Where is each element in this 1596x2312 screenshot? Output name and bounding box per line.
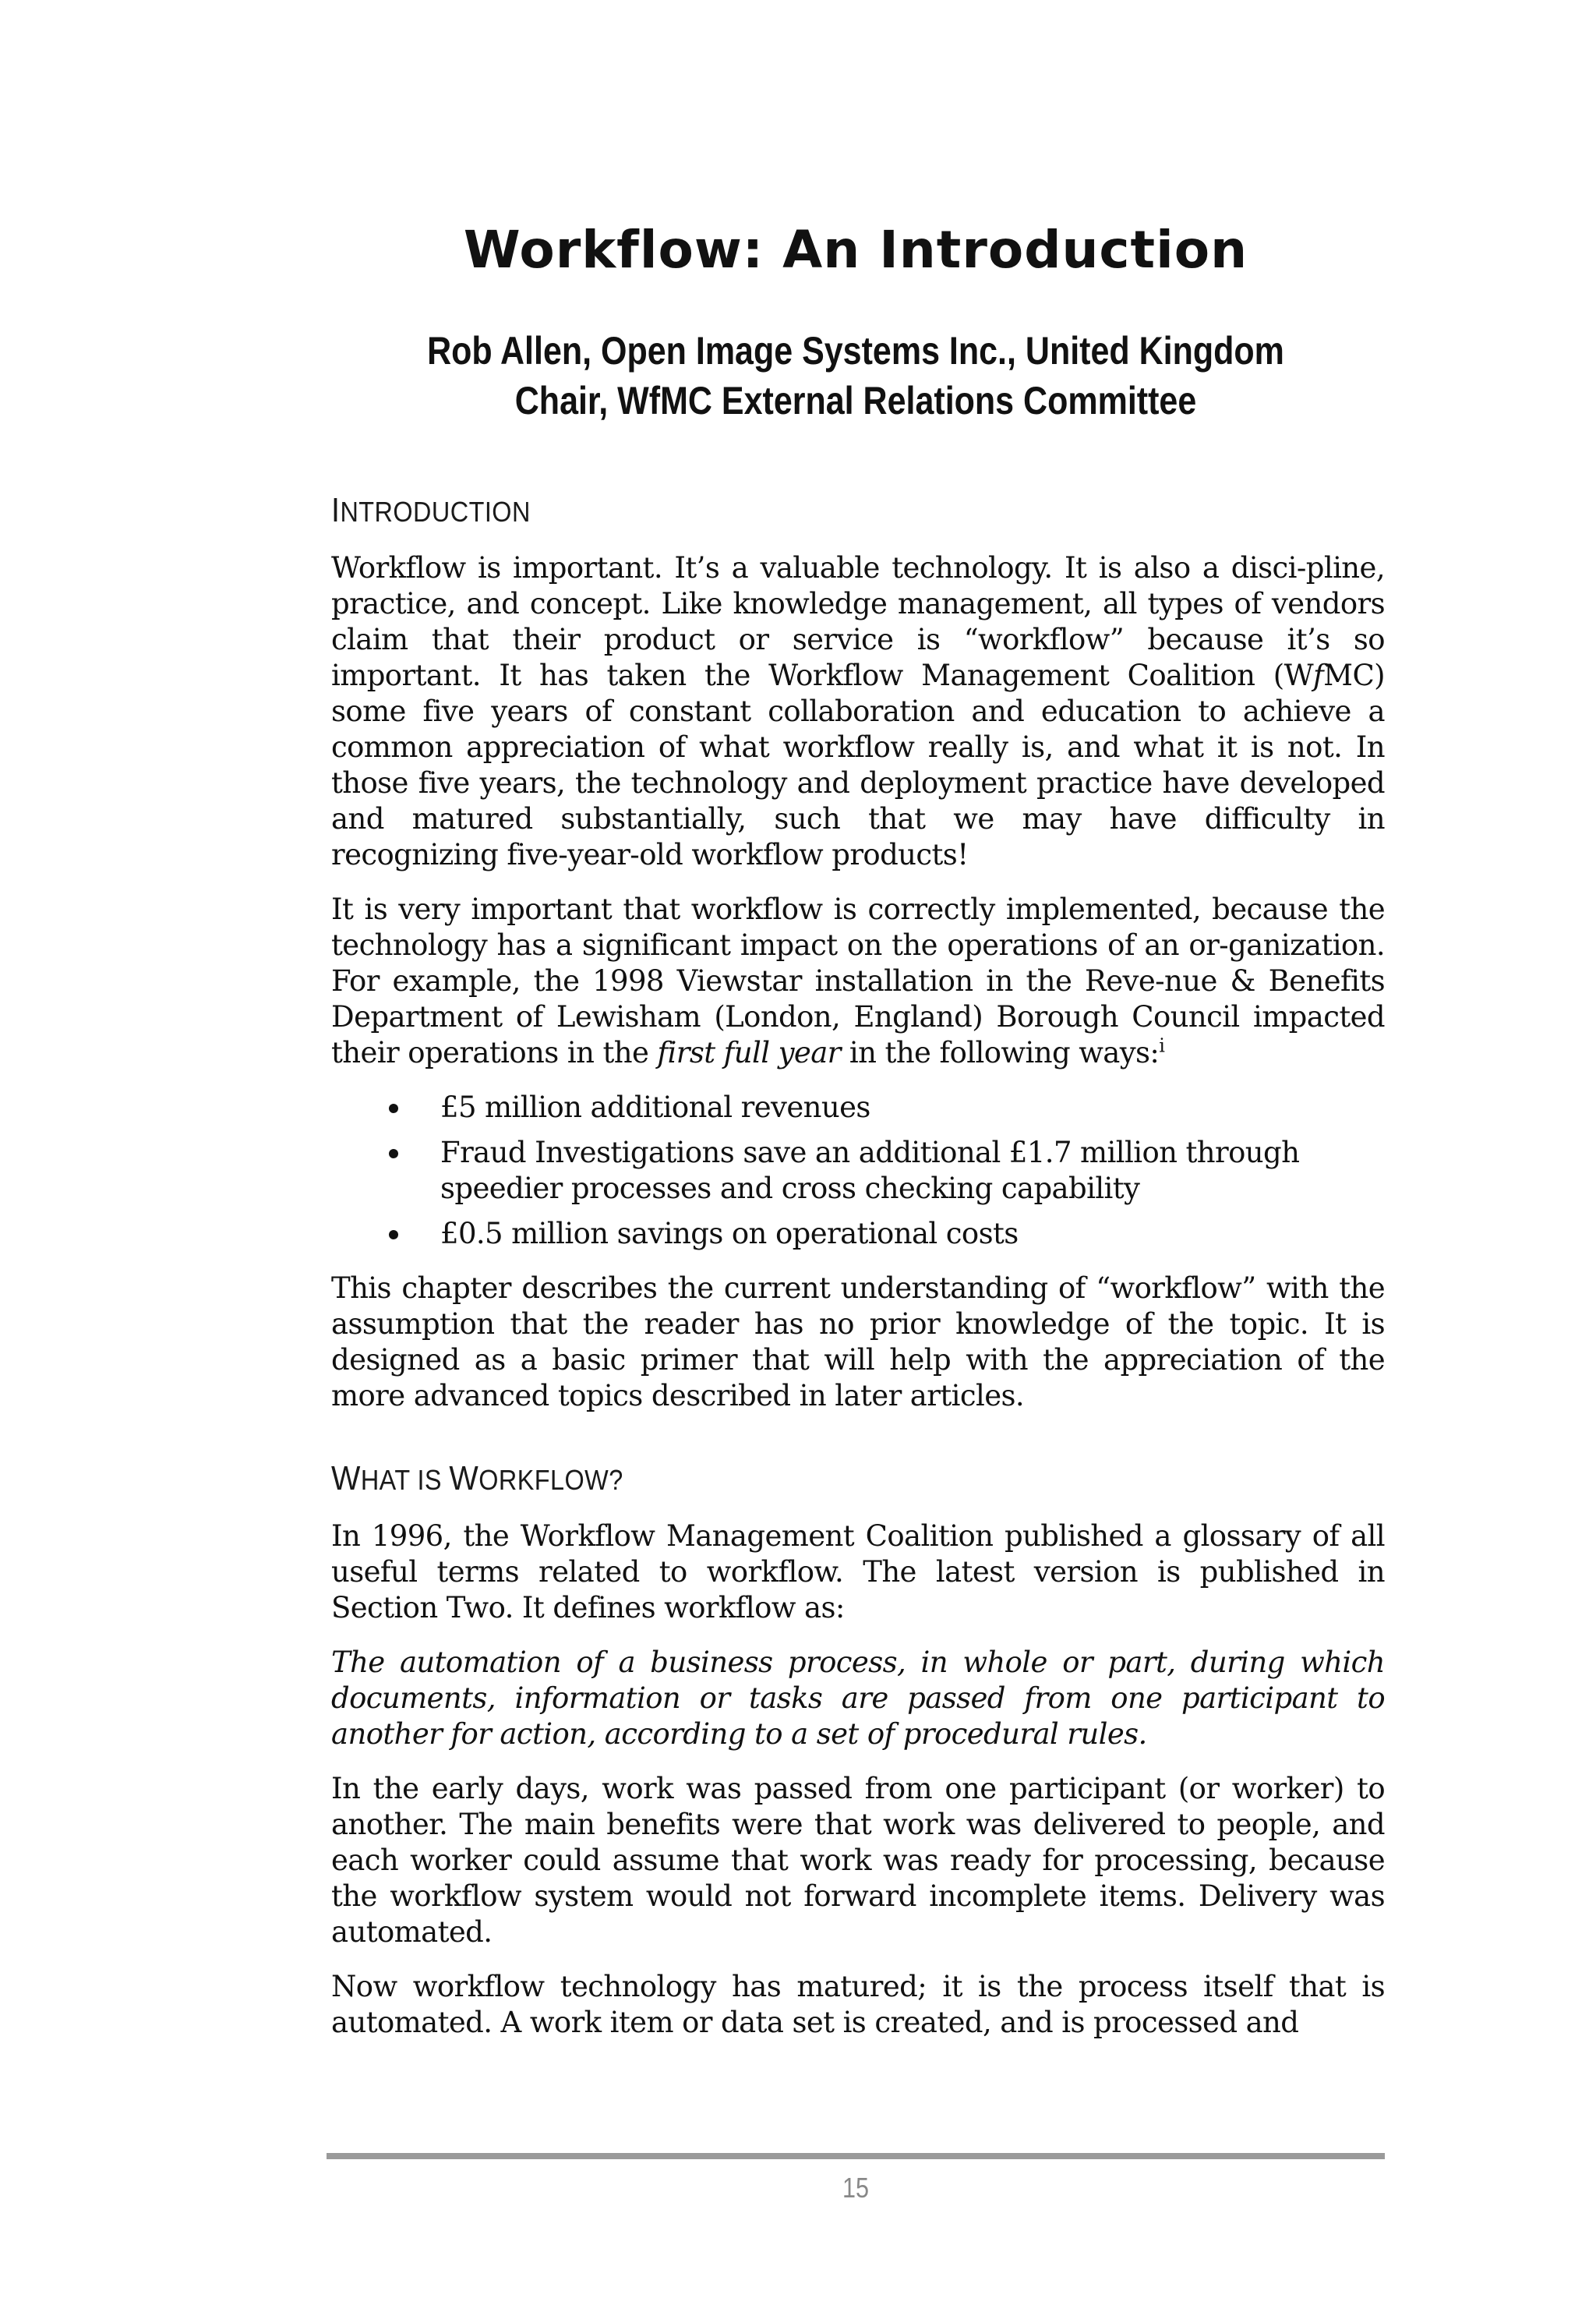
paragraph: In the early days, work was passed from one participant (or worker) to another. The main benefits were that work was delivered to people, and each worker could assume that work was ready for processing, because the workflow system would not forward incomplete items. Delivery was automated. [331, 1772, 1385, 1949]
bullet-icon [389, 1104, 398, 1113]
footnote-marker[interactable]: i [1159, 1034, 1165, 1057]
list-item: Fraud Investigations save an additional £1.7 million through speedier processes and cross checking capability [331, 1135, 1385, 1207]
paragraph: Now workflow technology has matured; it is the process itself that is automated. A work item or data set is created, and is processed and [331, 1970, 1385, 2039]
paragraph: This chapter describes the current understanding of “workflow” with the assumption that the reader has no prior knowledge of the topic. It is designed as a basic primer that will help with the appreciation of the more advanced topics described in later articles. [331, 1271, 1385, 1412]
body-text [331, 491, 1385, 2059]
page-number: 15 [842, 2172, 870, 2204]
list-item: £5 million additional revenues [331, 1090, 1385, 1126]
paragraph: It is very important that workflow is correctly implemented, because the technology has a significant impact on the operations of an or-ganization. For example, the 1998 Viewstar installation in the Reve-nue & Benefits Department of Lewisham (London, England) Borough Council impacted their operations in the first full year in the following ways:$^i$ [331, 893, 1385, 1069]
paragraph: Workflow is important. It’s a valuable technology. It is also a disci-pline, practice, and concept. Like knowledge management, all types of vendors claim that their product or service is “workflow” because it’s so important. It has taken the Workflow Management Coalition (WfMC) some five years of constant collaboration and education to achieve a common appreciation of what workflow really is, and what it is not. In those five years, the technology and deployment practice have developed and matured substantially, such that we may have difficulty in recognizing five-year-old workflow products! [331, 551, 1385, 871]
definition-quote: The automation of a business process, in whole or part, during which documents, information or tasks are passed from one participant to another for action, according to a set of procedural rules. [331, 1646, 1385, 1751]
list-item: £0.5 million savings on operational costs [331, 1216, 1385, 1252]
section-heading-what-is-workflow: WHAT IS WORKFLOW? [331, 1459, 623, 1497]
bullet-icon [389, 1230, 398, 1239]
author-role-line: Chair, WfMC External Relations Committee [514, 379, 1197, 422]
paragraph: In 1996, the Workflow Management Coalition published a glossary of all useful terms related to workflow. The latest version is published in Section Two. It defines workflow as: [331, 1519, 1385, 1624]
author-block [120, 326, 1592, 426]
section-heading-introduction: INTRODUCTION [331, 491, 531, 529]
author-line: Rob Allen, Open Image Systems Inc., United Kingdom [427, 329, 1284, 373]
bullet-icon [389, 1149, 398, 1158]
page-title: Workflow: An Introduction [463, 220, 1248, 280]
footer-divider [327, 2153, 1385, 2159]
bullet-list [331, 1090, 1385, 1252]
